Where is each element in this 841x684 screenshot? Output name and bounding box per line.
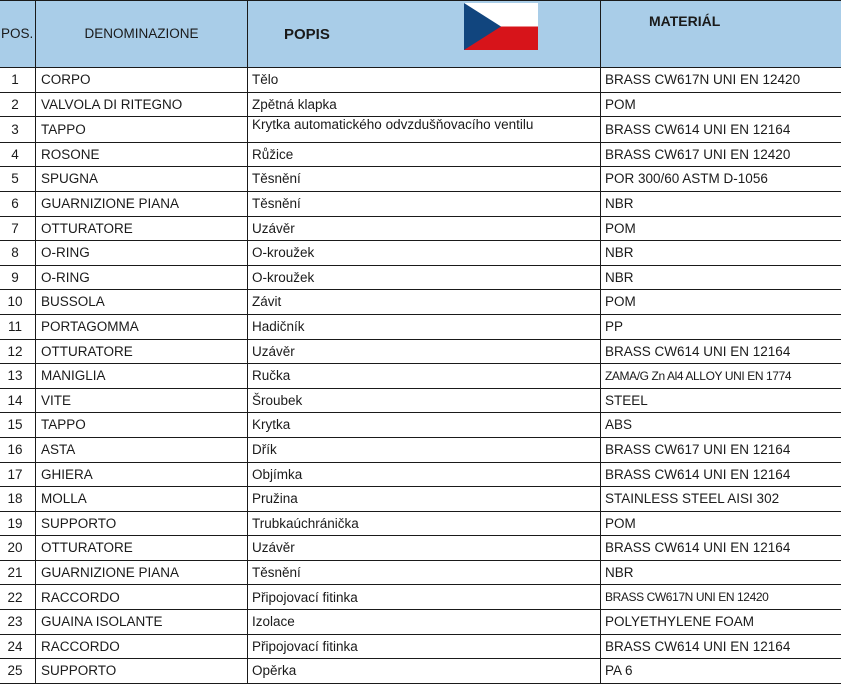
row-pos: 6 (0, 191, 36, 216)
row-popis: Krytka automatického odvzdušňovacího ventilu (248, 117, 601, 143)
table-row (0, 216, 841, 241)
row-denominazione: PORTAGOMMA (36, 314, 248, 339)
row-material: POM (601, 216, 841, 241)
table-row (0, 339, 841, 364)
row-pos: 17 (0, 462, 36, 487)
row-material: NBR (601, 241, 841, 266)
table-row (0, 92, 841, 117)
row-material: ZAMA/G Zn Al4 ALLOY UNI EN 1774 (601, 364, 841, 389)
row-material: BRASS CW617 UNI EN 12420 (601, 142, 841, 167)
table-row (0, 511, 841, 536)
row-material: STAINLESS STEEL AISI 302 (601, 487, 841, 512)
row-denominazione: O-RING (36, 241, 248, 266)
row-pos: 2 (0, 92, 36, 117)
row-pos: 22 (0, 585, 36, 610)
row-material: BRASS CW614 UNI EN 12164 (601, 117, 841, 143)
row-pos: 14 (0, 388, 36, 413)
table-row (0, 241, 841, 266)
row-pos: 11 (0, 314, 36, 339)
row-pos: 12 (0, 339, 36, 364)
row-popis: Růžice (248, 142, 601, 167)
row-denominazione: SUPPORTO (36, 659, 248, 684)
row-popis: Tělo (248, 68, 601, 93)
row-denominazione: TAPPO (36, 117, 248, 143)
header-denominazione: DENOMINAZIONE (36, 1, 248, 68)
row-denominazione: SUPPORTO (36, 511, 248, 536)
table-row (0, 634, 841, 659)
row-denominazione: OTTURATORE (36, 536, 248, 561)
table-row (0, 68, 841, 93)
row-denominazione: O-RING (36, 265, 248, 290)
row-material: POR 300/60 ASTM D-1056 (601, 167, 841, 192)
row-popis: Těsnění (248, 560, 601, 585)
row-popis: Uzávěr (248, 216, 601, 241)
row-denominazione: GUARNIZIONE PIANA (36, 191, 248, 216)
table-row (0, 610, 841, 635)
row-material: POM (601, 290, 841, 315)
table-row (0, 265, 841, 290)
row-popis: Závit (248, 290, 601, 315)
table-row (0, 487, 841, 512)
row-pos: 3 (0, 117, 36, 143)
row-material: BRASS CW617 UNI EN 12164 (601, 437, 841, 462)
row-denominazione: GUAINA ISOLANTE (36, 610, 248, 635)
row-denominazione: OTTURATORE (36, 216, 248, 241)
table-row (0, 536, 841, 561)
row-popis: O-kroužek (248, 265, 601, 290)
row-denominazione: RACCORDO (36, 585, 248, 610)
parts-table-body (0, 68, 841, 684)
row-popis: Zpětná klapka (248, 92, 601, 117)
header-row (0, 1, 841, 68)
row-denominazione: RACCORDO (36, 634, 248, 659)
table-row (0, 659, 841, 684)
row-material: PA 6 (601, 659, 841, 684)
row-popis: Uzávěr (248, 339, 601, 364)
row-popis: Těsnění (248, 167, 601, 192)
row-denominazione: OTTURATORE (36, 339, 248, 364)
row-material: STEEL (601, 388, 841, 413)
table-row (0, 462, 841, 487)
row-material: POM (601, 511, 841, 536)
row-denominazione: SPUGNA (36, 167, 248, 192)
row-popis: Těsnění (248, 191, 601, 216)
row-popis: Uzávěr (248, 536, 601, 561)
row-popis: Šroubek (248, 388, 601, 413)
header-material: MATERIÁL (601, 1, 841, 68)
row-denominazione: GHIERA (36, 462, 248, 487)
row-denominazione: VALVOLA DI RITEGNO (36, 92, 248, 117)
row-popis: Pružina (248, 487, 601, 512)
table-row (0, 437, 841, 462)
row-denominazione: VITE (36, 388, 248, 413)
table-row (0, 167, 841, 192)
table-row (0, 413, 841, 438)
row-denominazione: TAPPO (36, 413, 248, 438)
row-material: BRASS CW614 UNI EN 12164 (601, 634, 841, 659)
row-material: NBR (601, 560, 841, 585)
row-denominazione: ASTA (36, 437, 248, 462)
row-denominazione: ROSONE (36, 142, 248, 167)
row-material: PP (601, 314, 841, 339)
row-pos: 25 (0, 659, 36, 684)
row-denominazione: CORPO (36, 68, 248, 93)
table-row (0, 191, 841, 216)
row-material: NBR (601, 191, 841, 216)
row-pos: 9 (0, 265, 36, 290)
row-popis: Objímka (248, 462, 601, 487)
table-row (0, 314, 841, 339)
row-pos: 7 (0, 216, 36, 241)
row-pos: 8 (0, 241, 36, 266)
table-row (0, 142, 841, 167)
row-pos: 19 (0, 511, 36, 536)
row-material: BRASS CW617N UNI EN 12420 (601, 68, 841, 93)
row-material: ABS (601, 413, 841, 438)
header-pos: POS. (0, 1, 36, 68)
row-pos: 4 (0, 142, 36, 167)
table-row (0, 388, 841, 413)
row-pos: 1 (0, 68, 36, 93)
row-denominazione: GUARNIZIONE PIANA (36, 560, 248, 585)
row-popis: Izolace (248, 610, 601, 635)
row-denominazione: MOLLA (36, 487, 248, 512)
row-pos: 23 (0, 610, 36, 635)
row-material: POLYETHYLENE FOAM (601, 610, 841, 635)
row-pos: 5 (0, 167, 36, 192)
row-pos: 24 (0, 634, 36, 659)
row-pos: 16 (0, 437, 36, 462)
table-row (0, 560, 841, 585)
row-popis: Trubkaúchránička (248, 511, 601, 536)
row-popis: O-kroužek (248, 241, 601, 266)
czech-flag-icon (464, 3, 538, 50)
row-pos: 21 (0, 560, 36, 585)
row-denominazione: BUSSOLA (36, 290, 248, 315)
row-material: BRASS CW614 UNI EN 12164 (601, 339, 841, 364)
table-row (0, 364, 841, 389)
table-row (0, 585, 841, 610)
row-material: BRASS CW614 UNI EN 12164 (601, 462, 841, 487)
table-row (0, 117, 841, 143)
row-pos: 18 (0, 487, 36, 512)
row-popis: Opěrka (248, 659, 601, 684)
row-popis: Dřík (248, 437, 601, 462)
row-material: POM (601, 92, 841, 117)
row-popis: Připojovací fitinka (248, 585, 601, 610)
row-material: BRASS CW614 UNI EN 12164 (601, 536, 841, 561)
row-pos: 10 (0, 290, 36, 315)
header-popis-label: POPIS (284, 26, 330, 43)
row-material: NBR (601, 265, 841, 290)
row-popis: Hadičník (248, 314, 601, 339)
table-row (0, 290, 841, 315)
header-popis (248, 1, 601, 68)
row-popis: Krytka (248, 413, 601, 438)
row-popis: Připojovací fitinka (248, 634, 601, 659)
row-pos: 20 (0, 536, 36, 561)
row-pos: 15 (0, 413, 36, 438)
row-popis: Ručka (248, 364, 601, 389)
row-denominazione: MANIGLIA (36, 364, 248, 389)
row-pos: 13 (0, 364, 36, 389)
row-material: BRASS CW617N UNI EN 12420 (601, 585, 841, 610)
